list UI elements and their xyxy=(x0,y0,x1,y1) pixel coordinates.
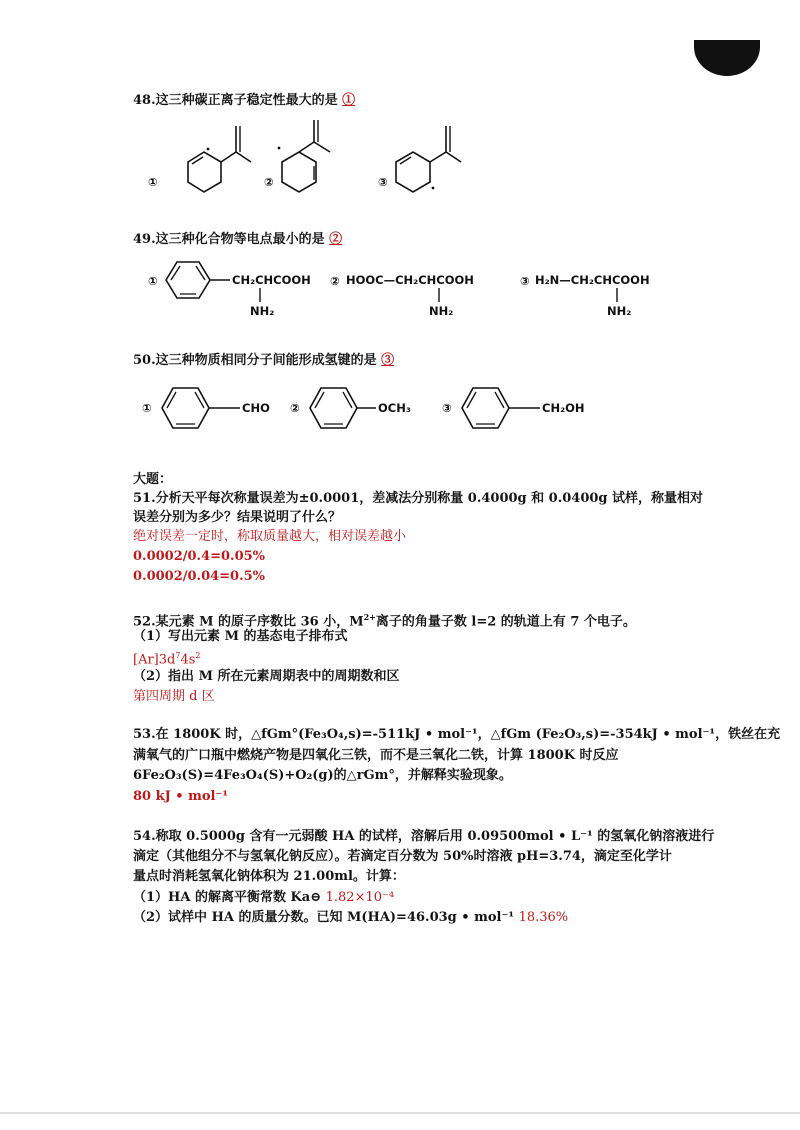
q49-compound-1 xyxy=(140,252,350,322)
svg-text:②: ② xyxy=(290,401,300,415)
q48-molecule-1 xyxy=(140,118,270,200)
q51-line-2: 误差分别为多少？结果说明了什么？ xyxy=(133,510,342,525)
q49-c1-chain: CH₂CHCOOH xyxy=(232,273,311,287)
q52-line-1: 52.某元素 M 的原子序数比 36 小，$M^{2+}$离子的角量子数 l=2 的轨道上有 7 个电子。 xyxy=(133,612,636,630)
q49-c3-amine: NH₂ xyxy=(607,304,632,318)
q50-answer: ③ xyxy=(381,353,395,368)
q51-answer-3: 0.0002/0.04=0.5% xyxy=(133,569,266,584)
q54-line-1: 54.称取 0.5000g 含有一元弱酸 HA 的试样，溶解后用 0.09500mol • L⁻¹ 的氢氧化钠溶液进行 xyxy=(133,829,715,844)
q50-compound-1 xyxy=(140,380,285,438)
q49-answer: ② xyxy=(329,232,343,247)
q53-line-3: 6Fe₂O₃(S)=4Fe₃O₄(S)+O₂(g)的△rGm°，并解释实验现象。 xyxy=(133,768,512,783)
page-bottom-edge xyxy=(0,1112,800,1114)
q49-c2-amine: NH₂ xyxy=(429,304,454,318)
q49-c3-chain: H₂N—CH₂CHCOOH xyxy=(535,273,650,287)
q49-c2-chain: HOOC—CH₂CHCOOH xyxy=(346,273,474,287)
q52-answer-1: $[Ar]3d^74s^2$ xyxy=(133,651,201,668)
q52-answer-2: 第四周期 d 区 xyxy=(133,689,215,704)
q54-answer-1: 1.82×10⁻⁴ xyxy=(325,890,395,905)
q48-answer: ① xyxy=(342,93,356,108)
q50-sub-2: OCH₃ xyxy=(378,401,411,415)
q50-compound-3 xyxy=(440,380,610,438)
q54-sub-2: （2）试样中 HA 的质量分数。已知 M(HA)=46.03g • mol⁻¹ 18.36% xyxy=(133,910,569,925)
q54-line-2: 滴定（其他组分不与氢氧化钠反应）。若滴定百分数为 50%时溶液 pH=3.74，滴定至化学计 xyxy=(133,849,672,864)
svg-text:①: ① xyxy=(142,401,152,415)
q53-answer: 80 kJ • mol⁻¹ xyxy=(133,789,229,804)
q49-compound-3 xyxy=(518,252,678,322)
q51-answer-1: 绝对误差一定时，称取质量越大，相对误差越小 xyxy=(133,529,407,544)
q50-compound-2 xyxy=(288,380,448,438)
svg-text:②: ② xyxy=(330,274,340,288)
q48-label-1: ① xyxy=(148,175,158,189)
q54-line-3: 量点时消耗氢氧化钠体积为 21.00ml。计算： xyxy=(133,869,405,884)
page-corner-mark xyxy=(694,40,760,76)
q50-question: 50.这三种物质相同分子间能形成氢键的是 ③ xyxy=(133,353,395,368)
svg-text:③: ③ xyxy=(442,401,452,415)
q52-sub-1: （1）写出元素 M 的基态电子排布式 xyxy=(133,629,348,644)
q48-question: 48.这三种碳正离子稳定性最大的是 ① xyxy=(133,93,356,108)
q48-molecule-3 xyxy=(372,118,502,200)
q49-question: 49.这三种化合物等电点最小的是 ② xyxy=(133,232,343,247)
q49-c1-amine: NH₂ xyxy=(250,304,275,318)
section-title: 大题： xyxy=(133,472,173,487)
svg-text:①: ① xyxy=(148,274,158,288)
q50-sub-1: CHO xyxy=(242,401,270,415)
q48-label-2: ② xyxy=(264,175,274,189)
q51-answer-2: 0.0002/0.4=0.05% xyxy=(133,549,266,564)
q54-answer-2: 18.36% xyxy=(518,910,569,925)
q51-line-1: 51.分析天平每次称量误差为±0.0001，差减法分别称量 0.4000g 和 0.0400g 试样，称量相对 xyxy=(133,491,704,506)
q48-label-3: ③ xyxy=(378,175,388,189)
q50-sub-3: CH₂OH xyxy=(542,401,585,415)
q53-line-2: 满氧气的广口瓶中燃烧产物是四氧化三铁，而不是三氧化二铁，计算 1800K 时反应 xyxy=(133,748,619,763)
q48-molecule-2 xyxy=(258,118,388,200)
svg-text:③: ③ xyxy=(520,274,530,288)
q52-sub-2: （2）指出 M 所在元素周期表中的周期数和区 xyxy=(133,669,400,684)
q54-sub-1: （1）HA 的解离平衡常数 Ka⊖ 1.82×10⁻⁴ xyxy=(133,890,395,905)
q53-line-1: 53.在 1800K 时，△fGm°(Fe₃O₄,s)=-511kJ • mol⁻¹，△fGm (Fe₂O₃,s)=-354kJ • mol⁻¹，铁丝在充 xyxy=(133,727,781,742)
q49-compound-2 xyxy=(328,252,508,322)
